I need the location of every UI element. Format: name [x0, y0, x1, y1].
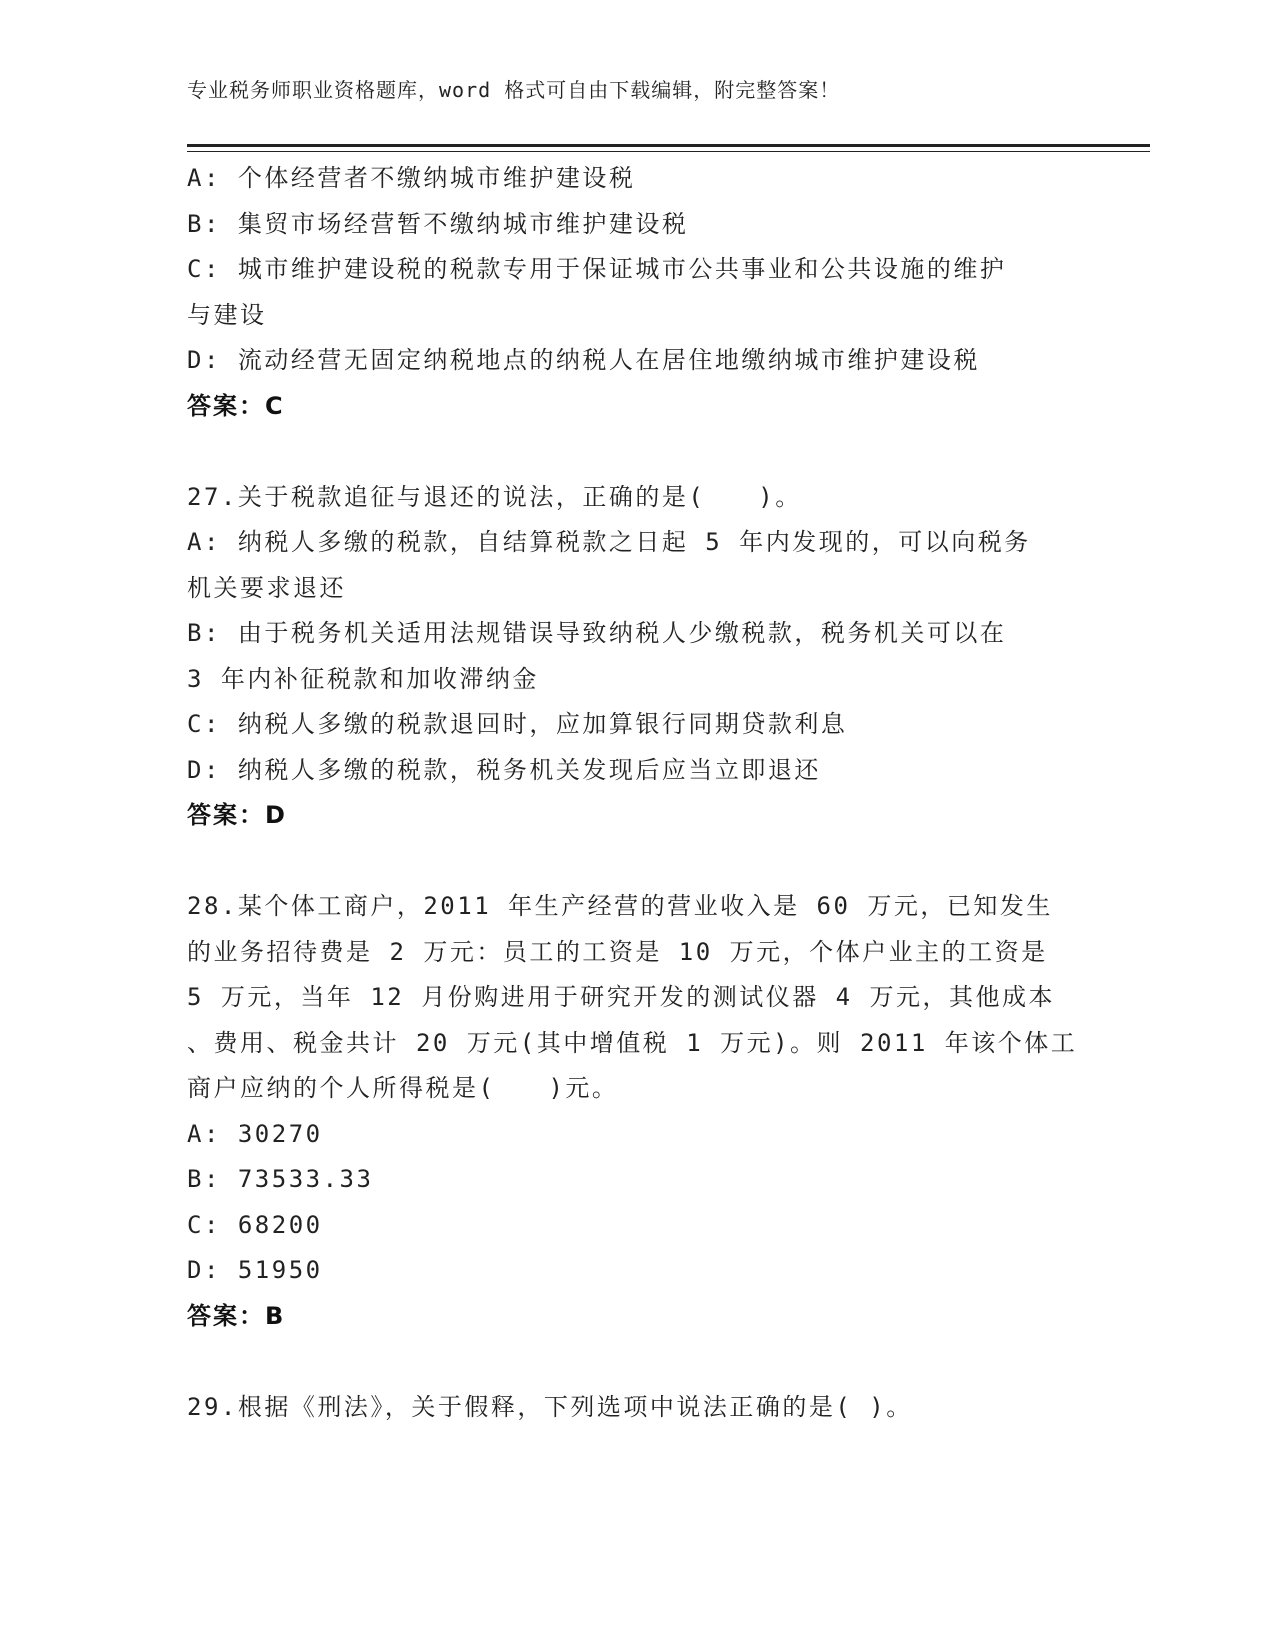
- page-header: 专业税务师职业资格题库，word 格式可自由下载编辑，附完整答案！: [187, 78, 841, 102]
- question-26-block: [187, 156, 1077, 429]
- q28-option-c: C: 68200: [187, 1210, 323, 1239]
- q27-option-d: D: 纳税人多缴的税款，税务机关发现后应当立即退还: [187, 755, 821, 784]
- q28-stem-line-4: 、费用、税金共计 20 万元(其中增值税 1 万元)。则 2011 年该个体工: [187, 1028, 1078, 1057]
- question-content: [187, 156, 1077, 1430]
- q28-stem-line-5: 商户应纳的个人所得税是( )元。: [187, 1074, 619, 1102]
- q27-option-a: A: 纳税人多缴的税款，自结算税款之日起 5 年内发现的，可以向税务: [187, 528, 1031, 556]
- q27-answer: 答案：D: [187, 801, 287, 829]
- q26-option-b: B: 集贸市场经营暂不缴纳城市维护建设税: [187, 209, 689, 238]
- q26-answer: 答案：C: [187, 391, 285, 420]
- q27-option-b-cont: 3 年内补征税款和加收滞纳金: [187, 664, 539, 693]
- q27-stem: 27.关于税款追征与退还的说法，正确的是( )。: [187, 482, 802, 511]
- q28-stem-line-1: 28.某个体工商户，2011 年生产经营的营业收入是 60 万元，已知发生: [187, 892, 1053, 920]
- q28-option-b: B: 73533.33: [187, 1165, 374, 1193]
- q26-option-d: D: 流动经营无固定纳税地点的纳税人在居住地缴纳城市维护建设税: [187, 346, 980, 374]
- question-27-block: [187, 475, 1077, 839]
- q28-answer: 答案：B: [187, 1301, 286, 1330]
- q26-option-c: C: 城市维护建设税的税款专用于保证城市公共事业和公共设施的维护: [187, 255, 1007, 283]
- q28-stem-line-2: 的业务招待费是 2 万元：员工的工资是 10 万元，个体户业主的工资是: [187, 937, 1048, 966]
- spacer: [187, 839, 1077, 885]
- question-29-block: [187, 1385, 1077, 1431]
- q27-option-c: C: 纳税人多缴的税款退回时，应加算银行同期贷款利息: [187, 710, 848, 738]
- spacer: [187, 429, 1077, 475]
- question-28-block: [187, 884, 1077, 1339]
- q26-option-a: A: 个体经营者不缴纳城市维护建设税: [187, 164, 636, 192]
- header-rule-thin: [187, 151, 1150, 152]
- spacer: [187, 1339, 1077, 1385]
- q28-option-d: D: 51950: [187, 1256, 323, 1284]
- header-rule: [187, 144, 1150, 147]
- q28-stem-line-3: 5 万元，当年 12 月份购进用于研究开发的测试仪器 4 万元，其他成本: [187, 983, 1056, 1011]
- q26-option-c-cont: 与建设: [187, 300, 267, 329]
- q28-option-a: A: 30270: [187, 1119, 323, 1148]
- q29-stem: 29.根据《刑法》，关于假释，下列选项中说法正确的是( )。: [187, 1392, 913, 1421]
- q27-option-b: B: 由于税务机关适用法规错误导致纳税人少缴税款，税务机关可以在: [187, 619, 1007, 647]
- q27-option-a-cont: 机关要求退还: [187, 573, 346, 602]
